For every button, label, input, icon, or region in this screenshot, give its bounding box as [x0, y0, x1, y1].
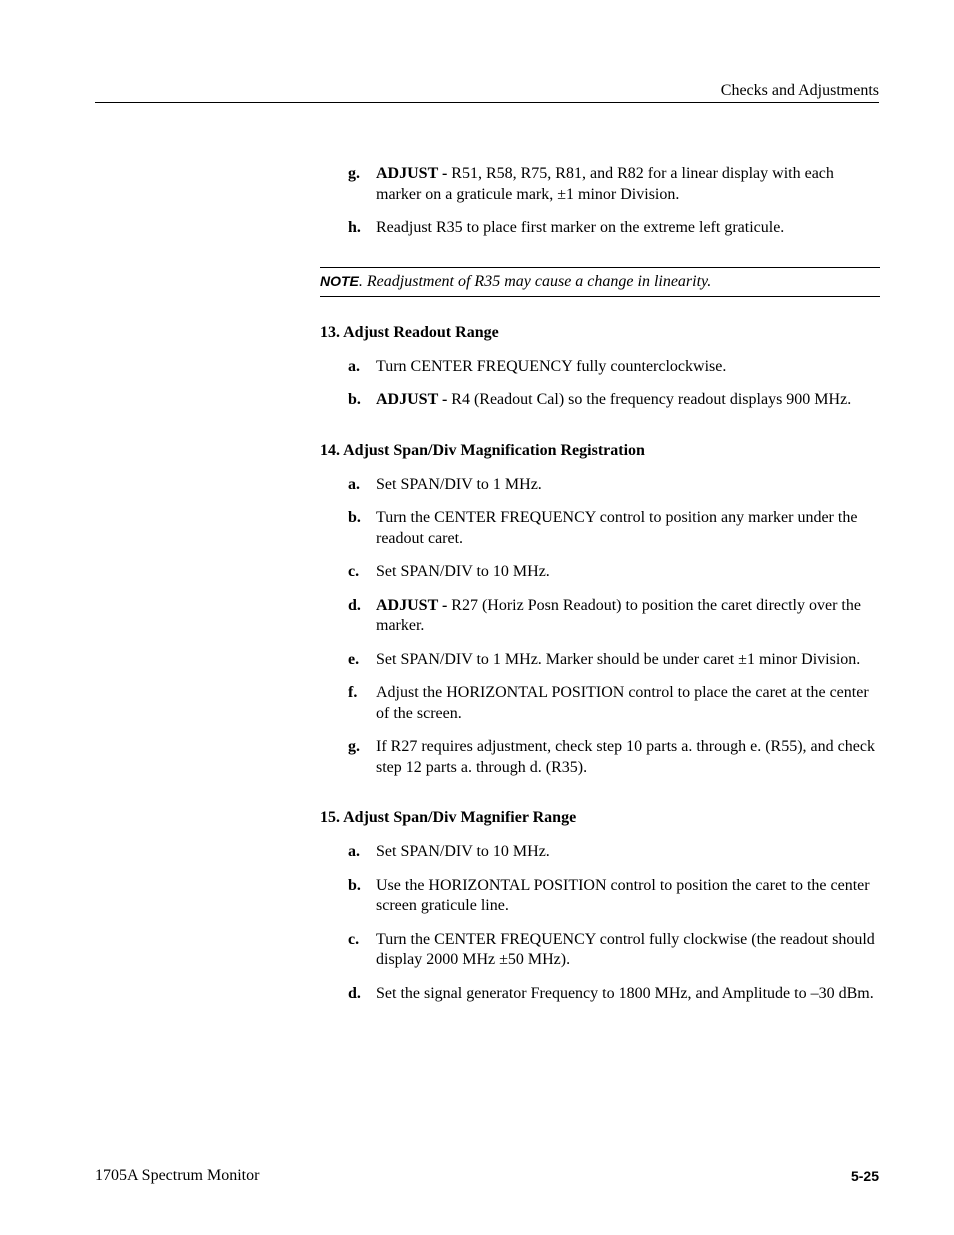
list-item [320, 737, 880, 778]
step-letter: d. [348, 984, 361, 1002]
header-rule [95, 102, 879, 103]
step-text: Use the HORIZONTAL POSITION control to position the caret to the center screen graticule line. [376, 876, 870, 914]
list-item [320, 508, 880, 549]
list-item [320, 596, 880, 637]
step-text: If R27 requires adjustment, check step 10 parts a. through e. (R55), and check step 12 parts a. through d. (R35). [376, 738, 875, 776]
step-keyword: ADJUST - [376, 391, 448, 408]
section-step-list [320, 842, 880, 1004]
step-letter: b. [348, 391, 361, 408]
step-letter: f. [348, 684, 358, 701]
step-letter: g. [348, 738, 360, 755]
list-item [320, 357, 880, 378]
list-item [320, 876, 880, 917]
step-letter: e. [348, 650, 360, 668]
step-text: Set SPAN/DIV to 1 MHz. Marker should be under caret ±1 minor Division. [376, 650, 861, 668]
step-text: R4 (Readout Cal) so the frequency readout displays 900 MHz. [447, 391, 852, 408]
step-text: Set SPAN/DIV to 1 MHz. [376, 475, 542, 493]
step-letter: d. [348, 596, 361, 614]
list-item [320, 562, 880, 583]
page-content [320, 164, 880, 1017]
step-keyword: ADJUST - [376, 165, 448, 182]
step-letter: a. [348, 843, 360, 860]
step-text: Adjust the HORIZONTAL POSITION control to place the caret at the center of the screen. [376, 684, 869, 722]
section-heading: 13. Adjust Readout Range [320, 323, 499, 341]
step-letter: h. [348, 219, 361, 236]
step-text: Turn CENTER FREQUENCY fully counterclockwise. [376, 357, 727, 375]
running-header: Checks and Adjustments [720, 82, 879, 99]
step-text: Turn the CENTER FREQUENCY control to position any marker under the readout caret. [376, 509, 858, 547]
step-text: R27 (Horiz Posn Readout) to position the caret directly over the marker. [376, 596, 861, 634]
footer-page-number: 5-25 [850, 1168, 879, 1184]
note-box [320, 267, 880, 297]
list-item [320, 984, 880, 1005]
list-item [320, 390, 880, 411]
step-letter: a. [348, 475, 360, 493]
note-label: NOTE [320, 272, 359, 289]
intro-step-list [320, 164, 880, 239]
step-letter: c. [348, 930, 360, 948]
step-letter: g. [348, 165, 360, 182]
step-text: Turn the CENTER FREQUENCY control fully clockwise (the readout should display 2000 MHz ±50 MHz). [376, 930, 875, 968]
list-item [320, 218, 880, 239]
list-item [320, 650, 880, 671]
list-item [320, 930, 880, 971]
step-text: R51, R58, R75, R81, and R82 for a linear display with each marker on a graticule mark, ±1 minor Division. [376, 165, 834, 203]
section-heading: 14. Adjust Span/Div Magnification Registration [320, 441, 645, 459]
list-item [320, 475, 880, 496]
step-letter: c. [348, 563, 360, 580]
section-step-list [320, 357, 880, 411]
footer-product-name: 1705A Spectrum Monitor [95, 1167, 260, 1184]
list-item [320, 683, 880, 724]
step-text: Readjust R35 to place first marker on the extreme left graticule. [376, 219, 785, 236]
section-step-list [320, 475, 880, 779]
step-text: Set SPAN/DIV to 10 MHz. [376, 563, 550, 580]
note-text: . Readjustment of R35 may cause a change in linearity. [358, 272, 712, 290]
step-text: Set SPAN/DIV to 10 MHz. [376, 843, 550, 860]
step-letter: a. [348, 357, 360, 375]
step-text: Set the signal generator Frequency to 1800 MHz, and Amplitude to –30 dBm. [376, 984, 874, 1002]
list-item [320, 164, 880, 205]
step-letter: b. [348, 509, 361, 526]
list-item [320, 842, 880, 863]
step-letter: b. [348, 876, 361, 894]
section-heading: 15. Adjust Span/Div Magnifier Range [320, 809, 577, 826]
step-keyword: ADJUST - [376, 596, 448, 614]
